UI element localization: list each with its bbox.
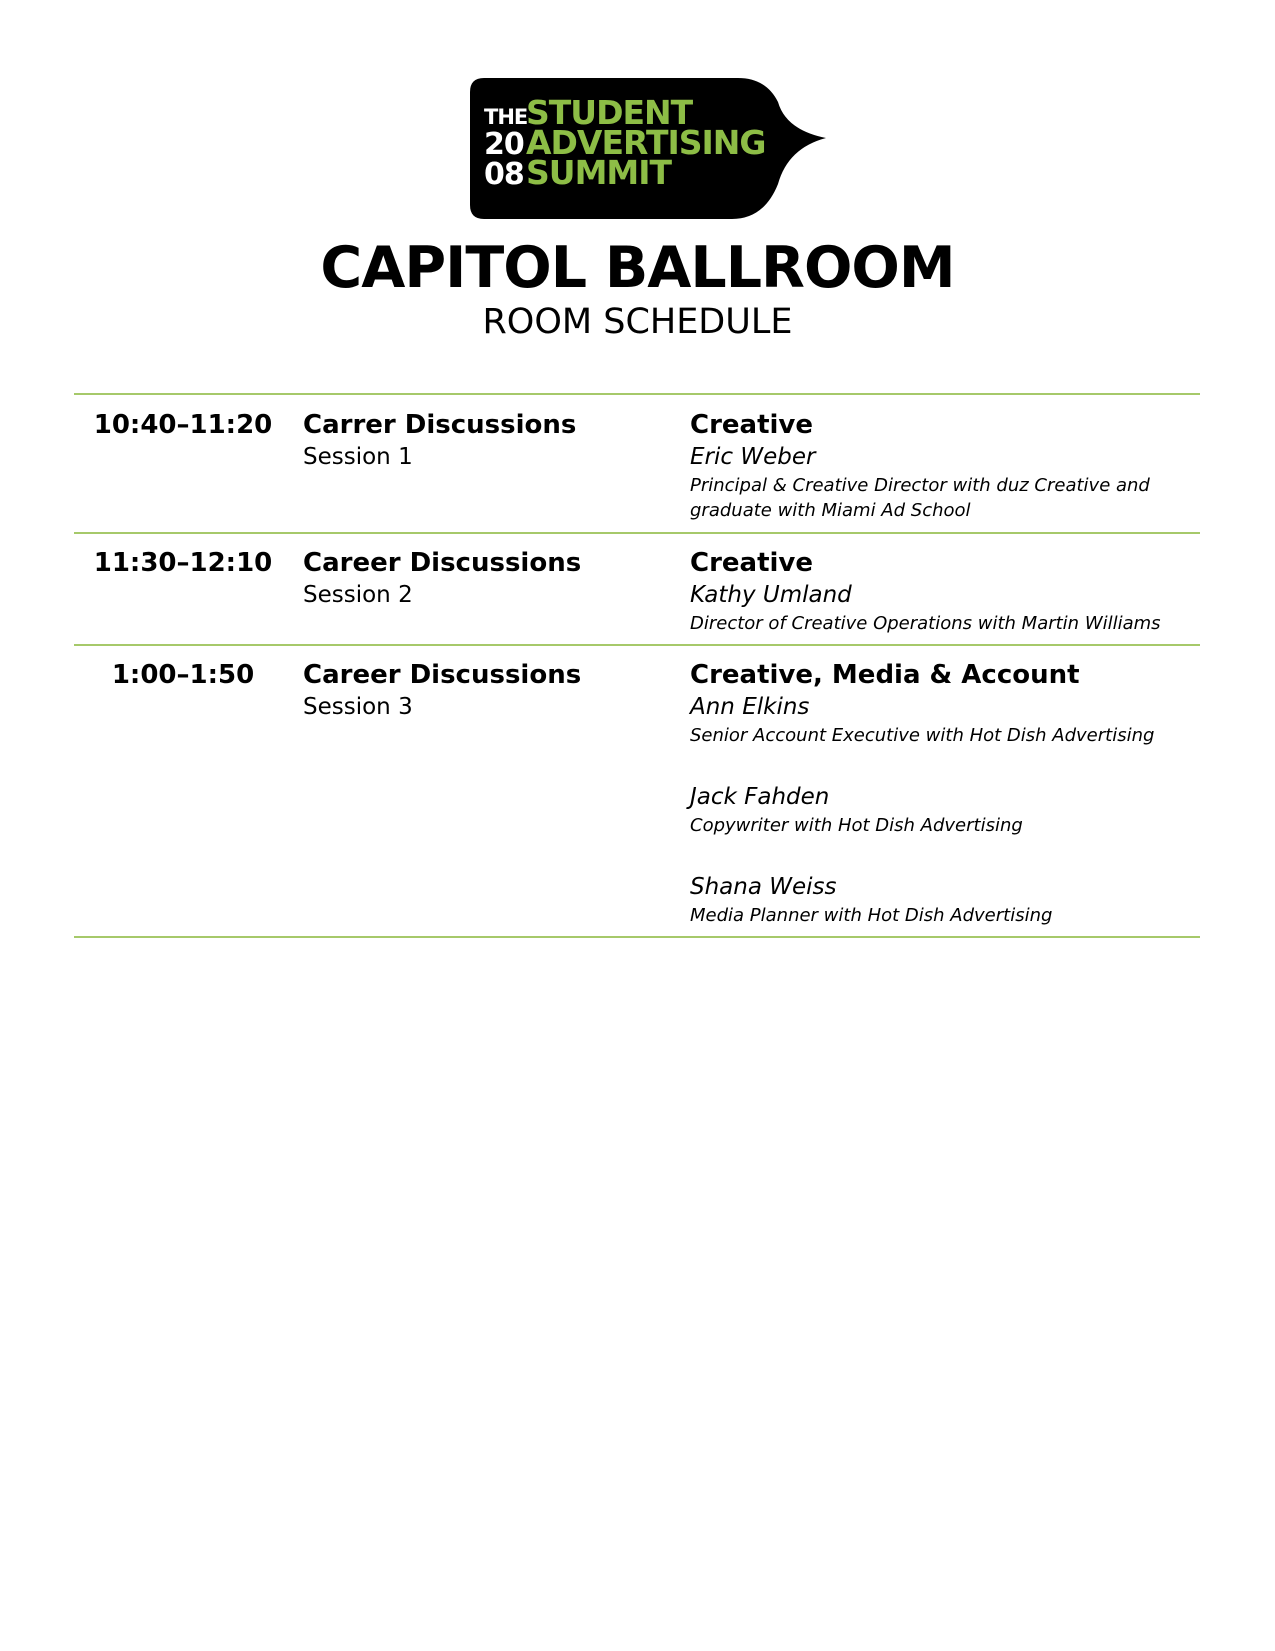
divider <box>74 936 1200 938</box>
speaker <box>690 691 1200 748</box>
speaker-name: Shana Weiss <box>690 874 837 900</box>
logo-prefix: 08 <box>484 157 524 192</box>
speaker <box>690 441 1200 523</box>
page-title: CAPITOL BALLROOM <box>320 235 955 301</box>
logo-word: SUMMIT <box>526 153 672 192</box>
divider <box>74 644 1200 646</box>
track-title: Creative <box>690 410 814 440</box>
logo-line <box>484 153 765 192</box>
speaker-role: Senior Account Executive with Hot Dish Advertising <box>690 725 1155 746</box>
speaker <box>690 579 1200 636</box>
speaker-name: Jack Fahden <box>690 784 830 810</box>
session-time: 11:30–12:10 <box>93 548 273 578</box>
session-number: Session 2 <box>303 582 413 608</box>
session-info <box>303 409 683 473</box>
logo-prefix: THE <box>484 105 528 129</box>
divider <box>74 532 1200 534</box>
speaker-name: Eric Weber <box>690 444 816 470</box>
session-number: Session 3 <box>303 694 413 720</box>
logo-prefix: 20 <box>484 127 524 162</box>
track-info <box>690 659 1200 928</box>
speaker <box>690 781 1200 838</box>
speaker-role: Copywriter with Hot Dish Advertising <box>690 815 1023 836</box>
track-title: Creative <box>690 548 814 578</box>
speaker-name: Kathy Umland <box>690 582 852 608</box>
page-subtitle: ROOM SCHEDULE <box>482 302 793 342</box>
speaker-role: Principal & Creative Director with duz Creative and graduate with Miami Ad School <box>690 475 1150 521</box>
session-title: Career Discussions <box>303 548 582 578</box>
speaker-name: Ann Elkins <box>690 694 810 720</box>
logo-wordmark <box>484 93 766 192</box>
speaker-role: Director of Creative Operations with Martin Williams <box>690 613 1161 634</box>
logo-word: STUDENT <box>526 93 693 132</box>
session-number: Session 1 <box>303 444 413 470</box>
logo-word: ADVERTISING <box>526 123 766 162</box>
summit-logo <box>470 78 826 219</box>
speaker-role: Media Planner with Hot Dish Advertising <box>690 905 1053 926</box>
session-time: 1:00–1:50 <box>111 660 255 690</box>
session-time: 10:40–11:20 <box>93 410 273 440</box>
track-info <box>690 409 1200 523</box>
session-title: Carrer Discussions <box>303 410 577 440</box>
session-info <box>303 659 683 723</box>
speaker <box>690 871 1200 928</box>
session-title: Career Discussions <box>303 660 582 690</box>
session-info <box>303 547 683 611</box>
track-info <box>690 547 1200 636</box>
track-title: Creative, Media & Account <box>690 660 1080 690</box>
divider <box>74 393 1200 395</box>
